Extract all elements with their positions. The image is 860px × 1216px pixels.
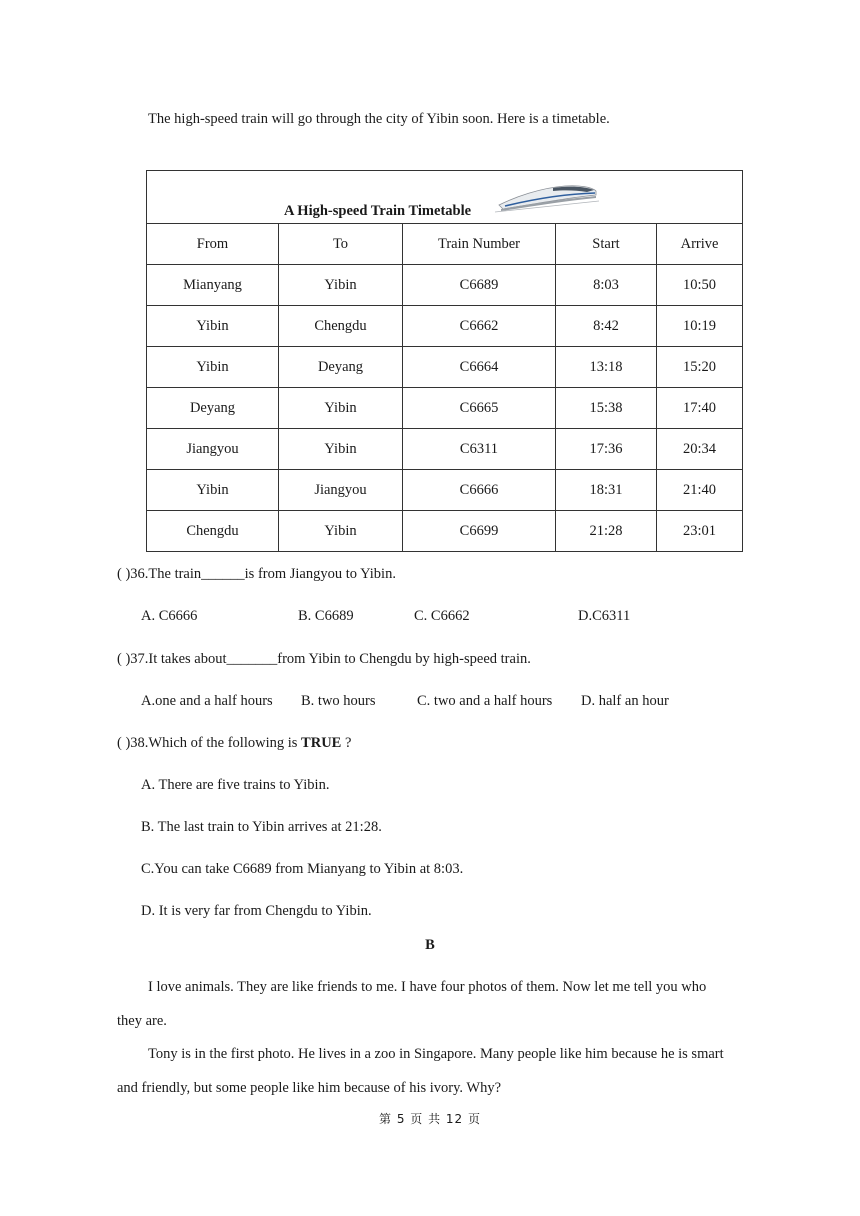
q37-option-b: B. two hours <box>301 693 376 709</box>
cell-from: Deyang <box>147 388 279 429</box>
cell-start: 8:03 <box>556 265 657 306</box>
cell-train-number: C6699 <box>403 511 556 552</box>
cell-arrive: 10:50 <box>657 265 743 306</box>
cell-to: Yibin <box>279 511 403 552</box>
cell-to: Jiangyou <box>279 470 403 511</box>
cell-train-number: C6664 <box>403 347 556 388</box>
section-b-paragraph-1-line-2: they are. <box>117 1013 167 1029</box>
header-to: To <box>279 224 403 265</box>
cell-train-number: C6662 <box>403 306 556 347</box>
q38-option-a: A. There are five trains to Yibin. <box>141 777 330 793</box>
cell-to: Chengdu <box>279 306 403 347</box>
timetable-title: A High-speed Train Timetable <box>284 203 472 219</box>
table-row <box>147 347 743 388</box>
q38-option-d: D. It is very far from Chengdu to Yibin. <box>141 903 372 919</box>
q37-option-c: C. two and a half hours <box>417 693 553 709</box>
q38-stem-prefix: ( )38.Which of the following is <box>117 735 302 751</box>
section-b-paragraph-1-line-1: I love animals. They are like friends to me. I have four photos of them. Now let me tell you who <box>148 979 707 995</box>
timetable-title-row <box>147 171 743 224</box>
cell-arrive: 21:40 <box>657 470 743 511</box>
cell-from: Yibin <box>147 470 279 511</box>
cell-arrive: 20:34 <box>657 429 743 470</box>
question-38 <box>117 735 351 752</box>
cell-start: 17:36 <box>556 429 657 470</box>
q36-option-b: B. C6689 <box>298 608 354 624</box>
cell-arrive: 23:01 <box>657 511 743 552</box>
q37-option-a: A.one and a half hours <box>141 693 273 709</box>
cell-start: 15:38 <box>556 388 657 429</box>
cell-train-number: C6666 <box>403 470 556 511</box>
train-timetable <box>146 170 743 552</box>
header-train-number: Train Number <box>403 224 556 265</box>
cell-start: 21:28 <box>556 511 657 552</box>
cell-from: Chengdu <box>147 511 279 552</box>
section-b-heading: B <box>425 937 435 953</box>
section-b-paragraph-2-line-1: Tony is in the first photo. He lives in a zoo in Singapore. Many people like him because he is smart <box>148 1046 724 1062</box>
cell-to: Yibin <box>279 388 403 429</box>
q38-stem-bold: TRUE <box>301 735 342 751</box>
cell-train-number: C6311 <box>403 429 556 470</box>
q38-stem-suffix: ? <box>341 735 352 751</box>
q36-option-c: C. C6662 <box>414 608 470 624</box>
q38-option-c: C.You can take C6689 from Mianyang to Yibin at 8:03. <box>141 861 464 877</box>
section-b-paragraph-2-line-2: and friendly, but some people like him because of his ivory. Why? <box>117 1080 502 1096</box>
cell-to: Yibin <box>279 265 403 306</box>
cell-start: 18:31 <box>556 470 657 511</box>
table-row <box>147 429 743 470</box>
cell-to: Yibin <box>279 429 403 470</box>
question-37: ( )37.It takes about_______from Yibin to Chengdu by high-speed train. <box>117 651 531 667</box>
cell-from: Mianyang <box>147 265 279 306</box>
timetable-header-row <box>147 224 743 265</box>
table-row <box>147 388 743 429</box>
header-arrive: Arrive <box>657 224 743 265</box>
q37-option-d: D. half an hour <box>581 693 669 709</box>
q36-option-a: A. C6666 <box>141 608 198 624</box>
table-row <box>147 511 743 552</box>
cell-from: Yibin <box>147 347 279 388</box>
page-footer: 第 5 页 共 12 页 <box>379 1112 481 1126</box>
cell-from: Yibin <box>147 306 279 347</box>
cell-start: 8:42 <box>556 306 657 347</box>
high-speed-train-icon <box>495 179 599 218</box>
cell-train-number: C6689 <box>403 265 556 306</box>
table-row <box>147 265 743 306</box>
cell-arrive: 17:40 <box>657 388 743 429</box>
header-start: Start <box>556 224 657 265</box>
cell-start: 13:18 <box>556 347 657 388</box>
cell-to: Deyang <box>279 347 403 388</box>
q36-option-d: D.C6311 <box>578 608 631 624</box>
question-36: ( )36.The train______is from Jiangyou to Yibin. <box>117 566 396 582</box>
cell-arrive: 10:19 <box>657 306 743 347</box>
header-from: From <box>147 224 279 265</box>
intro-text: The high-speed train will go through the city of Yibin soon. Here is a timetable. <box>148 111 610 127</box>
cell-train-number: C6665 <box>403 388 556 429</box>
q38-option-b: B. The last train to Yibin arrives at 21:28. <box>141 819 382 835</box>
cell-arrive: 15:20 <box>657 347 743 388</box>
cell-from: Jiangyou <box>147 429 279 470</box>
table-row <box>147 306 743 347</box>
table-row <box>147 470 743 511</box>
